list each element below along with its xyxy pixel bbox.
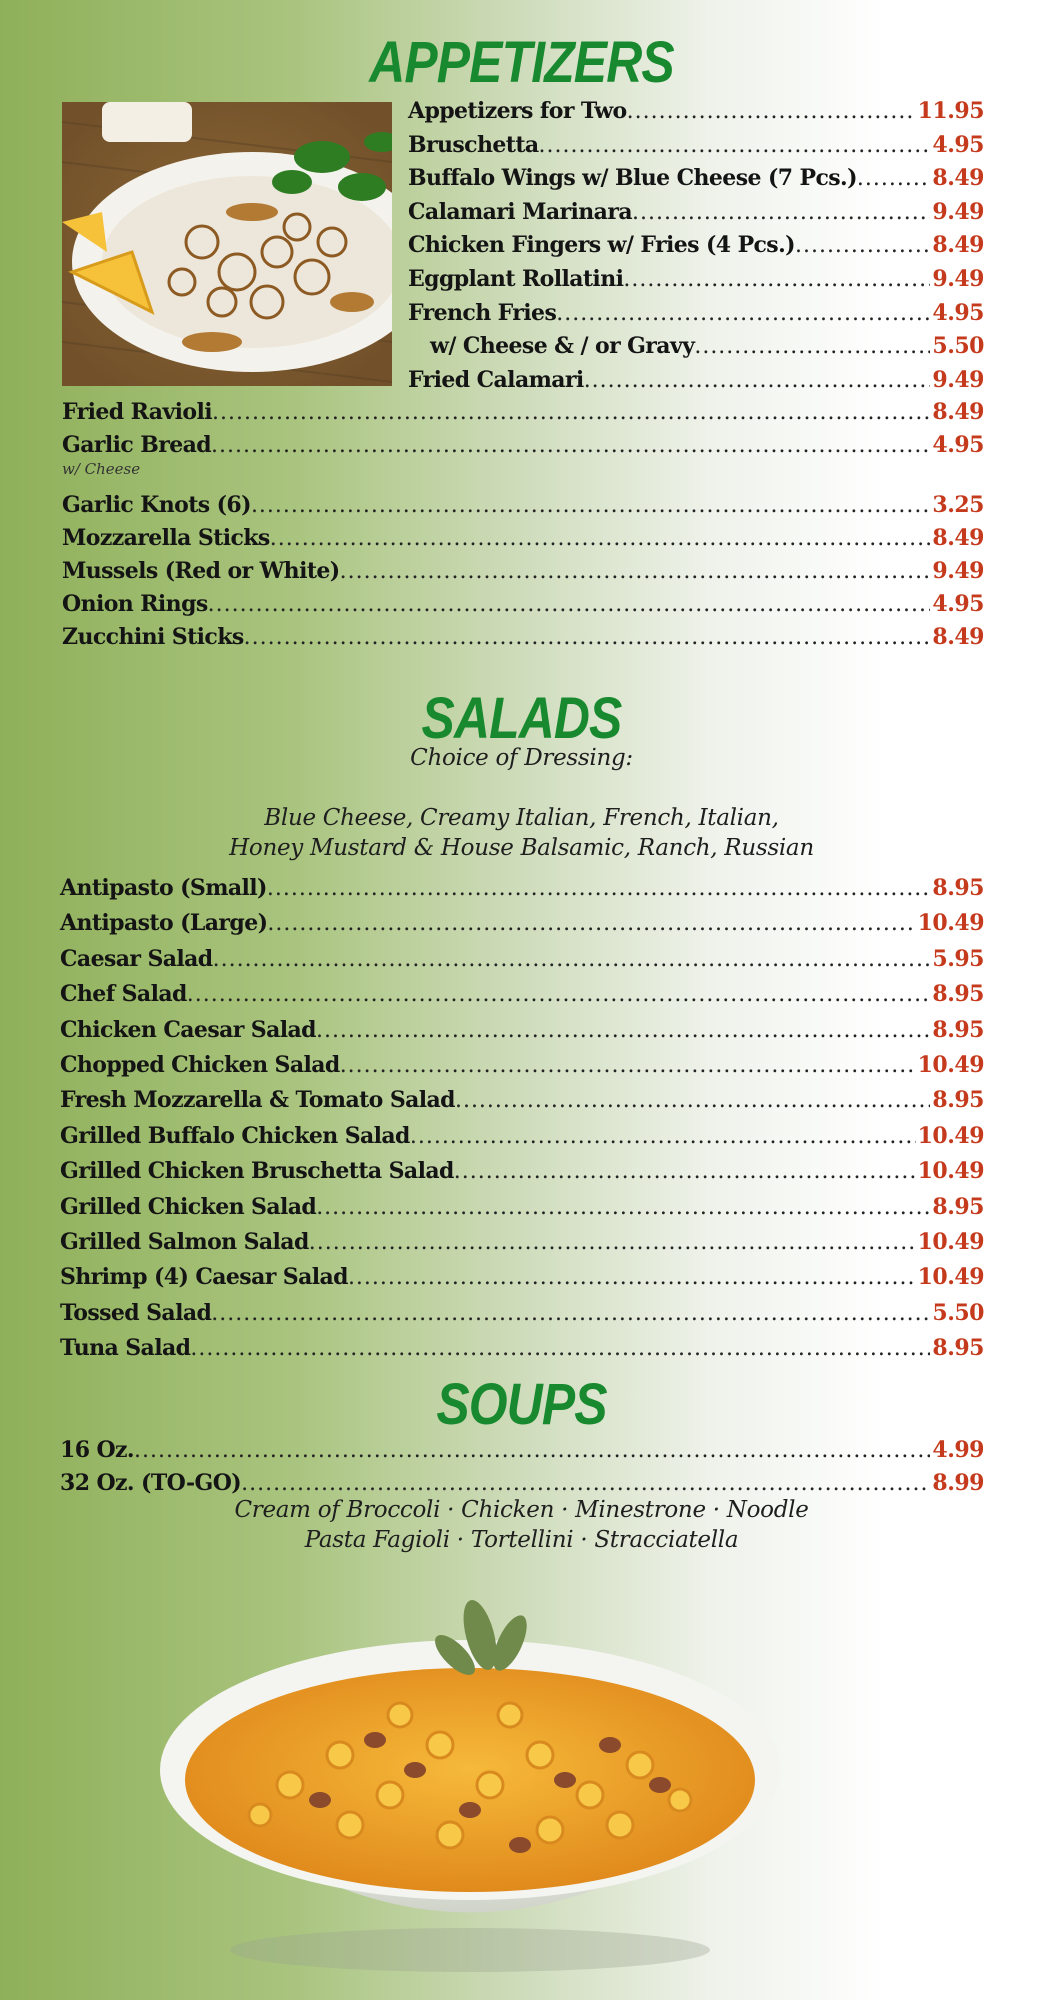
- item-note: w/ Cheese: [62, 460, 141, 478]
- item-name: Fresh Mozzarella & Tomato Salad: [60, 1087, 455, 1114]
- appetizer-row: [408, 298, 984, 328]
- appetizer-row: [408, 365, 984, 395]
- item-name: Fried Ravioli: [62, 399, 212, 425]
- dot-leader: [348, 1263, 916, 1293]
- salad-row: [60, 908, 984, 938]
- item-name: Tuna Salad: [60, 1335, 191, 1362]
- item-price: 10.49: [917, 1052, 984, 1078]
- item-price: 9.49: [932, 366, 984, 393]
- item-name: Antipasto (Small): [60, 875, 267, 901]
- item-name: Shrimp (4) Caesar Salad: [60, 1264, 348, 1291]
- item-price: 8.95: [932, 1335, 984, 1362]
- item-price: 4.95: [932, 432, 984, 458]
- item-price: 10.49: [917, 1122, 984, 1149]
- dressing-options-line-2: Honey Mustard & House Balsamic, Ranch, Russian: [229, 835, 814, 861]
- item-name: Grilled Salmon Salad: [60, 1229, 309, 1255]
- item-name: Tossed Salad: [60, 1299, 212, 1326]
- item-price: 10.49: [917, 910, 984, 937]
- dot-leader: [213, 945, 931, 975]
- salad-row: [60, 1262, 984, 1292]
- soups-heading: SOUPS: [436, 1372, 607, 1437]
- item-name: Chicken Fingers w/ Fries (4 Pcs.): [408, 232, 795, 259]
- soup-row: [60, 1468, 984, 1498]
- dot-leader: [539, 131, 931, 161]
- item-name: Appetizers for Two: [408, 98, 627, 124]
- item-name: Mussels (Red or White): [62, 558, 340, 584]
- item-name: Mozzarella Sticks: [62, 525, 270, 551]
- item-price: 8.95: [932, 1193, 984, 1220]
- dressing-options-line-1: Blue Cheese, Creamy Italian, French, Italian,: [264, 805, 779, 831]
- salad-row: [60, 1333, 984, 1363]
- item-price: 9.49: [932, 558, 984, 584]
- item-price: 10.49: [917, 1264, 984, 1291]
- item-name: Onion Rings: [62, 591, 208, 617]
- dot-leader: [316, 1016, 930, 1046]
- item-name: Chopped Chicken Salad: [60, 1052, 340, 1078]
- item-price: 8.95: [932, 875, 984, 901]
- item-name: Grilled Buffalo Chicken Salad: [60, 1122, 410, 1149]
- dot-leader: [187, 980, 931, 1010]
- item-price: 10.49: [917, 1158, 984, 1185]
- item-name: 32 Oz. (TO-GO): [60, 1470, 242, 1496]
- dot-leader: [190, 1334, 930, 1364]
- item-price: 8.95: [932, 1087, 984, 1114]
- pasta-fagioli-bowl-icon: [150, 1595, 790, 1975]
- item-name: w/ Cheese & / or Gravy: [430, 333, 695, 360]
- salad-row: [60, 1227, 984, 1257]
- salads-heading: SALADS: [421, 686, 622, 751]
- dot-leader: [627, 97, 916, 127]
- dressing-label: Choice of Dressing:: [410, 745, 633, 771]
- item-price: 4.99: [932, 1437, 984, 1463]
- dot-leader: [455, 1086, 930, 1116]
- appetizer-row: [62, 523, 984, 553]
- item-price: 3.25: [932, 492, 984, 518]
- item-name: Grilled Chicken Bruschetta Salad: [60, 1158, 454, 1185]
- dot-leader: [251, 491, 930, 521]
- appetizer-row: [62, 589, 984, 619]
- salad-row: [60, 1121, 984, 1151]
- item-price: 8.49: [932, 525, 984, 551]
- dot-leader: [694, 332, 930, 362]
- item-price: 9.49: [932, 266, 984, 292]
- dot-leader: [556, 299, 930, 329]
- item-price: 4.95: [932, 591, 984, 617]
- item-price: 5.50: [932, 333, 984, 360]
- dot-leader: [632, 198, 930, 228]
- item-price: 4.95: [932, 299, 984, 326]
- item-name: Eggplant Rollatini: [408, 266, 624, 292]
- item-name: Zucchini Sticks: [62, 624, 244, 650]
- dot-leader: [244, 623, 931, 653]
- dot-leader: [267, 909, 915, 939]
- dot-leader: [584, 366, 931, 396]
- item-price: 5.95: [932, 945, 984, 972]
- appetizer-row: [408, 130, 984, 160]
- soup-row: [60, 1435, 984, 1465]
- pasta-fagioli-photo: [150, 1595, 790, 1975]
- salad-row: [60, 1156, 984, 1186]
- item-price: 4.95: [932, 131, 984, 158]
- fried-calamari-photo: [62, 102, 392, 386]
- dot-leader: [316, 1193, 930, 1223]
- item-price: 9.49: [932, 198, 984, 225]
- dot-leader: [211, 1299, 930, 1329]
- dot-leader: [241, 1469, 930, 1499]
- dot-leader: [212, 398, 930, 428]
- appetizer-row: [62, 622, 984, 652]
- dot-leader: [270, 524, 931, 554]
- salad-row: [60, 1015, 984, 1045]
- dot-leader: [134, 1436, 930, 1466]
- appetizer-row: [430, 331, 984, 361]
- item-price: 8.49: [932, 165, 984, 192]
- dot-leader: [410, 1122, 916, 1152]
- fried-calamari-plate-icon: [62, 102, 392, 386]
- dot-leader: [454, 1157, 916, 1187]
- dot-leader: [208, 590, 931, 620]
- item-name: Buffalo Wings w/ Blue Cheese (7 Pcs.): [408, 165, 857, 192]
- item-name: Garlic Bread: [62, 432, 212, 458]
- item-price: 8.95: [932, 1016, 984, 1043]
- item-price: 8.49: [932, 232, 984, 259]
- appetizer-row: [62, 397, 984, 427]
- salad-row: [60, 1298, 984, 1328]
- dot-leader: [795, 231, 930, 261]
- salad-row: [60, 1192, 984, 1222]
- item-name: French Fries: [408, 299, 557, 326]
- appetizer-row: [62, 490, 984, 520]
- salad-row: [60, 944, 984, 974]
- item-name: 16 Oz.: [60, 1437, 134, 1463]
- appetizer-row: [408, 163, 984, 193]
- dot-leader: [340, 557, 931, 587]
- soup-varieties-line-1: Cream of Broccoli · Chicken · Minestrone · Noodle: [234, 1497, 809, 1523]
- dot-leader: [857, 164, 930, 194]
- appetizer-row: [408, 264, 984, 294]
- item-name: Chicken Caesar Salad: [60, 1016, 316, 1043]
- dot-leader: [267, 874, 931, 904]
- item-price: 11.95: [917, 98, 984, 124]
- item-name: Calamari Marinara: [408, 198, 632, 225]
- salad-row: [60, 979, 984, 1009]
- dot-leader: [340, 1051, 916, 1081]
- salad-row: [60, 873, 984, 903]
- soup-varieties-line-2: Pasta Fagioli · Tortellini · Stracciatella: [304, 1527, 739, 1553]
- item-price: 8.49: [932, 399, 984, 425]
- item-name: Caesar Salad: [60, 945, 213, 972]
- salad-row: [60, 1050, 984, 1080]
- item-name: Antipasto (Large): [60, 910, 268, 937]
- item-name: Bruschetta: [408, 131, 539, 158]
- appetizer-row: [408, 96, 984, 126]
- salad-row: [60, 1085, 984, 1115]
- dot-leader: [309, 1228, 916, 1258]
- appetizer-row: [62, 556, 984, 586]
- item-name: Grilled Chicken Salad: [60, 1193, 317, 1220]
- appetizer-row: [408, 230, 984, 260]
- item-price: 8.49: [932, 624, 984, 650]
- item-name: Chef Salad: [60, 981, 187, 1008]
- appetizer-row: [408, 197, 984, 227]
- item-price: 8.95: [932, 981, 984, 1008]
- item-price: 10.49: [917, 1229, 984, 1255]
- dot-leader: [211, 431, 930, 461]
- dot-leader: [623, 265, 930, 295]
- item-name: Fried Calamari: [408, 366, 584, 393]
- appetizer-row: [62, 430, 984, 460]
- item-price: 5.50: [932, 1299, 984, 1326]
- item-price: 8.99: [932, 1470, 984, 1496]
- item-name: Garlic Knots (6): [62, 492, 251, 518]
- appetizers-heading: APPETIZERS: [369, 30, 674, 95]
